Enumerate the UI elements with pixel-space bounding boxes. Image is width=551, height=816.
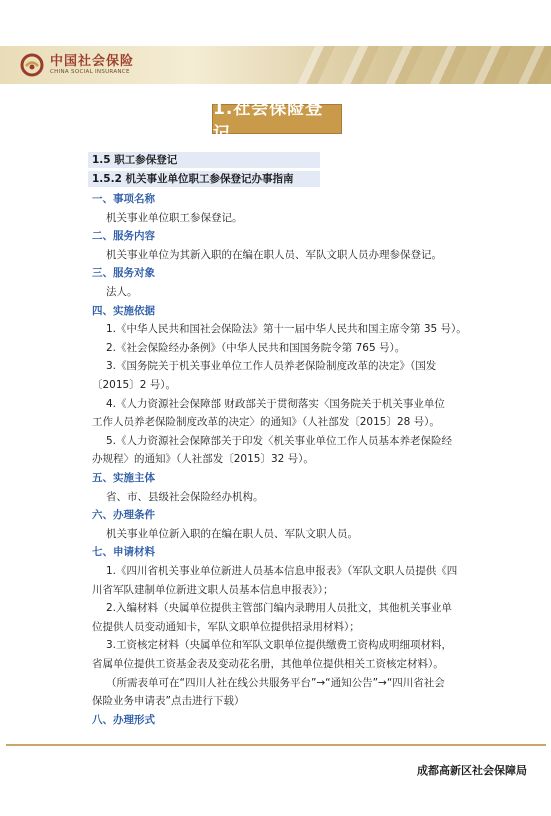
section-heading: 七、申请材料 (92, 546, 155, 559)
paragraph-line: 1.《中华人民共和国社会保险法》第十一届中华人民共和国主席令第 35 号）。 (106, 323, 467, 336)
paragraph-line: 5.《人力资源社会保障部关于印发〈机关事业单位工作人员基本养老保险经 (106, 434, 453, 447)
paragraph-line: 省属单位提供工资基金表及变动花名册，其他单位提供相关工资核定材料）。 (92, 658, 444, 670)
footer-org: 成都高新区社会保障局 (417, 764, 527, 777)
paragraph-line: 〔2015〕2 号）。 (92, 379, 176, 391)
section-title-2: 1.5.2 机关事业单位职工参保登记办事指南 (92, 173, 294, 185)
logo-en: CHINA SOCIAL INSURANCE (50, 68, 130, 75)
paragraph-line: 机关事业单位为其新入职的在编在职人员、军队文职人员办理参保登记。 (106, 248, 442, 261)
paragraph-line: 3.《国务院关于机关事业单位工作人员养老保险制度改革的决定》（国发 (106, 360, 437, 373)
page-title: 1.社会保险登记 (212, 104, 342, 134)
section-heading: 四、实施依据 (92, 304, 155, 317)
header-band (0, 46, 551, 84)
paragraph-line: 3.工资核定材料（央属单位和军队文职单位提供缴费工资构成明细项材料， (106, 639, 453, 652)
paragraph-line: 省、市、县级社会保险经办机构。 (106, 490, 264, 503)
section-heading: 六、办理条件 (92, 509, 155, 522)
paragraph-line: 办规程〉的通知》（人社部发〔2015〕32 号）。 (92, 453, 314, 466)
section-heading: 八、办理形式 (92, 713, 155, 726)
paragraph-line: 川省军队建制单位新进文职人员基本信息申报表》）； (92, 583, 334, 596)
paragraph-line: 机关事业单位新入职的在编在职人员、军队文职人员。 (106, 527, 358, 540)
footer-divider (6, 744, 546, 746)
paragraph-line: 工作人员养老保险制度改革的决定〉的通知》（人社部发〔2015〕28 号）。 (92, 416, 440, 429)
paragraph-line: 2.《社会保险经办条例》（中华人民共和国国务院令第 765 号）。 (106, 341, 406, 354)
paragraph-line: 法人。 (106, 286, 138, 298)
logo-text (50, 55, 134, 76)
logo-cn: 中国社会保险 (50, 53, 135, 69)
logo (20, 50, 134, 80)
section-heading: 五、实施主体 (92, 472, 155, 484)
paragraph-line: （所需表单可在“四川人社在线公共服务平台”→“通知公告”→“四川省社会 (106, 676, 445, 689)
paragraph-line: 2.入编材料（央属单位提供主管部门编内录聘用人员批文，其他机关事业单 (106, 602, 453, 615)
paragraph-line: 1.《四川省机关事业单位新进人员基本信息申报表》（军队文职人员提供《四 (106, 565, 458, 577)
social-insurance-logo-icon (20, 53, 44, 77)
paragraph-line: 位提供人员变动通知卡，军队文职单位提供招录用材料）； (92, 620, 360, 633)
paragraph-line: 4.《人力资源社会保障部 财政部关于贯彻落实〈国务院关于机关事业单位 (106, 397, 445, 410)
section-heading: 一、事项名称 (92, 193, 155, 205)
paragraph-line: 机关事业单位职工参保登记。 (106, 211, 243, 224)
section-heading: 二、服务内容 (92, 230, 155, 243)
header-decoration (291, 46, 551, 84)
section-heading: 三、服务对象 (92, 267, 155, 280)
paragraph-line: 保险业务申请表”点击进行下载） (92, 695, 245, 708)
section-title-1: 1.5 职工参保登记 (92, 154, 178, 166)
